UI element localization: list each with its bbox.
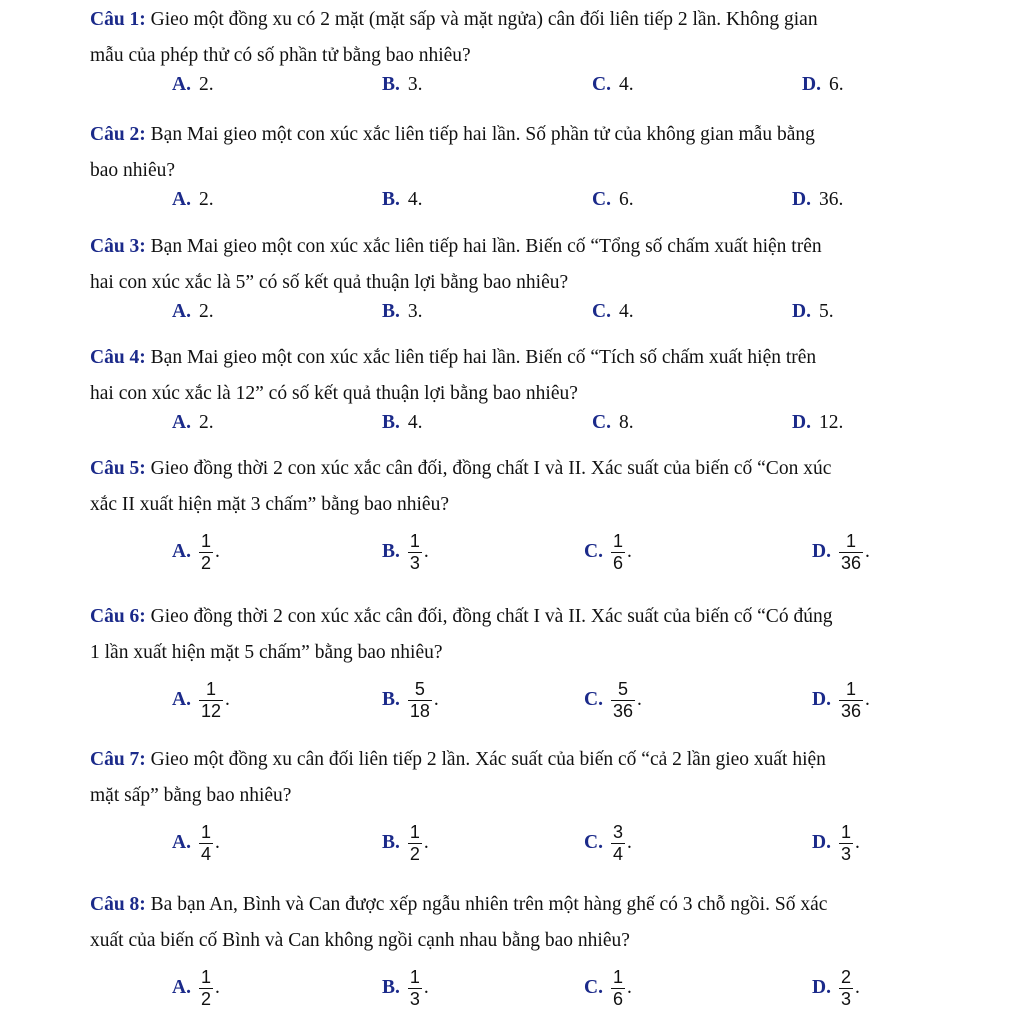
answer-options [0, 523, 1013, 581]
fraction: $\frac{1}{6}$ [612, 530, 623, 573]
answer-options [0, 412, 1013, 452]
question-text [0, 229, 1013, 301]
answer-options [0, 301, 1013, 341]
option-a[interactable]: A. $\frac{1}{4}$ . [172, 821, 220, 864]
option-c[interactable]: C. $\frac{1}{6}$ . [584, 966, 632, 1009]
question-line-1: Bạn Mai gieo một con xúc xắc liên tiếp hai lần. Biến cố “Tổng số chấm xuất hiện trên [150, 236, 822, 257]
fraction: $\frac{1}{2}$ [200, 966, 211, 1009]
answer-options [0, 959, 1013, 1017]
fraction: $\frac{3}{4}$ [612, 821, 623, 864]
option-b[interactable]: B. $\frac{1}{2}$ . [382, 821, 429, 864]
question-text [0, 742, 1013, 814]
option-a[interactable]: A. 2. [172, 301, 214, 322]
option-c[interactable]: C. 4. [592, 301, 634, 322]
option-b[interactable]: B. 3. [382, 74, 423, 95]
question-text [0, 887, 1013, 959]
question-8 [0, 887, 1013, 1017]
fraction: $\frac{1}{36}$ [840, 530, 861, 573]
question-label: Câu 1: [90, 9, 146, 30]
question-label: Câu 2: [90, 124, 146, 145]
question-line-2: mặt sấp” bằng bao nhiêu? [90, 785, 292, 806]
fraction: $\frac{1}{3}$ [409, 530, 420, 573]
fraction: $\frac{1}{4}$ [200, 821, 211, 864]
fraction: $\frac{1}{2}$ [409, 821, 420, 864]
question-line-2: bao nhiêu? [90, 160, 176, 181]
option-b[interactable]: B. 3. [382, 301, 423, 322]
question-label: Câu 6: [90, 606, 146, 627]
question-line-2: xuất của biến cố Bình và Can không ngồi cạnh nhau bằng bao nhiêu? [90, 930, 630, 951]
question-label: Câu 4: [90, 347, 146, 368]
question-6 [0, 599, 1013, 729]
question-2 [0, 117, 1013, 229]
option-d[interactable]: D. 36. [792, 189, 844, 210]
question-line-2: xắc II xuất hiện mặt 3 chấm” bằng bao nhiêu? [90, 494, 449, 515]
fraction: $\frac{1}{3}$ [409, 966, 420, 1009]
option-d[interactable]: D. 12. [792, 412, 844, 433]
option-d[interactable]: D. $\frac{2}{3}$ . [812, 966, 860, 1009]
option-a[interactable]: A. 2. [172, 189, 214, 210]
question-4 [0, 340, 1013, 452]
option-b[interactable]: B. 4. [382, 189, 423, 210]
option-b[interactable]: B. $\frac{1}{3}$ . [382, 530, 429, 573]
option-b[interactable]: B. $\frac{5}{18}$ . [382, 678, 439, 721]
fraction: $\frac{1}{12}$ [200, 678, 221, 721]
question-line-2: mẫu của phép thử có số phần tử bằng bao nhiêu? [90, 45, 471, 66]
fraction: $\frac{1}{6}$ [612, 966, 623, 1009]
question-3 [0, 229, 1013, 341]
option-b[interactable]: B. 4. [382, 412, 423, 433]
fraction: $\frac{1}{36}$ [840, 678, 861, 721]
option-c[interactable]: C. 4. [592, 74, 634, 95]
question-text [0, 340, 1013, 412]
question-7 [0, 742, 1013, 872]
option-a[interactable]: A. $\frac{1}{12}$ . [172, 678, 230, 721]
answer-options [0, 671, 1013, 729]
question-5 [0, 451, 1013, 581]
option-d[interactable]: D. 6. [802, 74, 844, 95]
fraction: $\frac{1}{2}$ [200, 530, 211, 573]
question-label: Câu 7: [90, 749, 146, 770]
question-text [0, 117, 1013, 189]
fraction: $\frac{1}{3}$ [840, 821, 851, 864]
option-d[interactable]: D. 5. [792, 301, 834, 322]
option-c[interactable]: C. $\frac{1}{6}$ . [584, 530, 632, 573]
option-a[interactable]: A. $\frac{1}{2}$ . [172, 966, 220, 1009]
option-d[interactable]: D. $\frac{1}{36}$ . [812, 678, 870, 721]
question-text [0, 599, 1013, 671]
question-line-1: Ba bạn An, Bình và Can được xếp ngẫu nhiên trên một hàng ghế có 3 chỗ ngồi. Số xác [150, 894, 828, 915]
question-line-2: 1 lần xuất hiện mặt 5 chấm” bằng bao nhiêu? [90, 642, 443, 663]
question-line-1: Bạn Mai gieo một con xúc xắc liên tiếp hai lần. Biến cố “Tích số chấm xuất hiện trên [150, 347, 817, 368]
option-b[interactable]: B. $\frac{1}{3}$ . [382, 966, 429, 1009]
question-text [0, 451, 1013, 523]
fraction: $\frac{2}{3}$ [840, 966, 851, 1009]
option-c[interactable]: C. 6. [592, 189, 634, 210]
answer-options [0, 74, 1013, 114]
question-1 [0, 2, 1013, 114]
question-label: Câu 5: [90, 458, 146, 479]
question-line-2: hai con xúc xắc là 5” có số kết quả thuận lợi bằng bao nhiêu? [90, 272, 569, 293]
question-line-2: hai con xúc xắc là 12” có số kết quả thuận lợi bằng bao nhiêu? [90, 383, 578, 404]
question-label: Câu 3: [90, 236, 146, 257]
question-line-1: Gieo một đồng xu cân đối liên tiếp 2 lần. Xác suất của biến cố “cả 2 lần gieo xuất hiện [150, 749, 826, 770]
option-c[interactable]: C. $\frac{5}{36}$ . [584, 678, 642, 721]
option-d[interactable]: D. $\frac{1}{36}$ . [812, 530, 870, 573]
question-label: Câu 8: [90, 894, 146, 915]
fraction: $\frac{5}{36}$ [612, 678, 633, 721]
option-a[interactable]: A. $\frac{1}{2}$ . [172, 530, 220, 573]
option-d[interactable]: D. $\frac{1}{3}$ . [812, 821, 860, 864]
answer-options [0, 814, 1013, 872]
question-line-1: Gieo đồng thời 2 con xúc xắc cân đối, đồng chất I và II. Xác suất của biến cố “Có đúng [150, 606, 833, 627]
option-a[interactable]: A. 2. [172, 412, 214, 433]
answer-options [0, 189, 1013, 229]
question-line-1: Bạn Mai gieo một con xúc xắc liên tiếp hai lần. Số phần tử của không gian mẫu bằng [150, 124, 815, 145]
option-c[interactable]: C. $\frac{3}{4}$ . [584, 821, 632, 864]
option-a[interactable]: A. 2. [172, 74, 214, 95]
option-c[interactable]: C. 8. [592, 412, 634, 433]
question-line-1: Gieo một đồng xu có 2 mặt (mặt sấp và mặt ngửa) cân đối liên tiếp 2 lần. Không gian [150, 9, 818, 30]
fraction: $\frac{5}{18}$ [409, 678, 430, 721]
question-text [0, 2, 1013, 74]
question-line-1: Gieo đồng thời 2 con xúc xắc cân đối, đồng chất I và II. Xác suất của biến cố “Con xúc [150, 458, 832, 479]
